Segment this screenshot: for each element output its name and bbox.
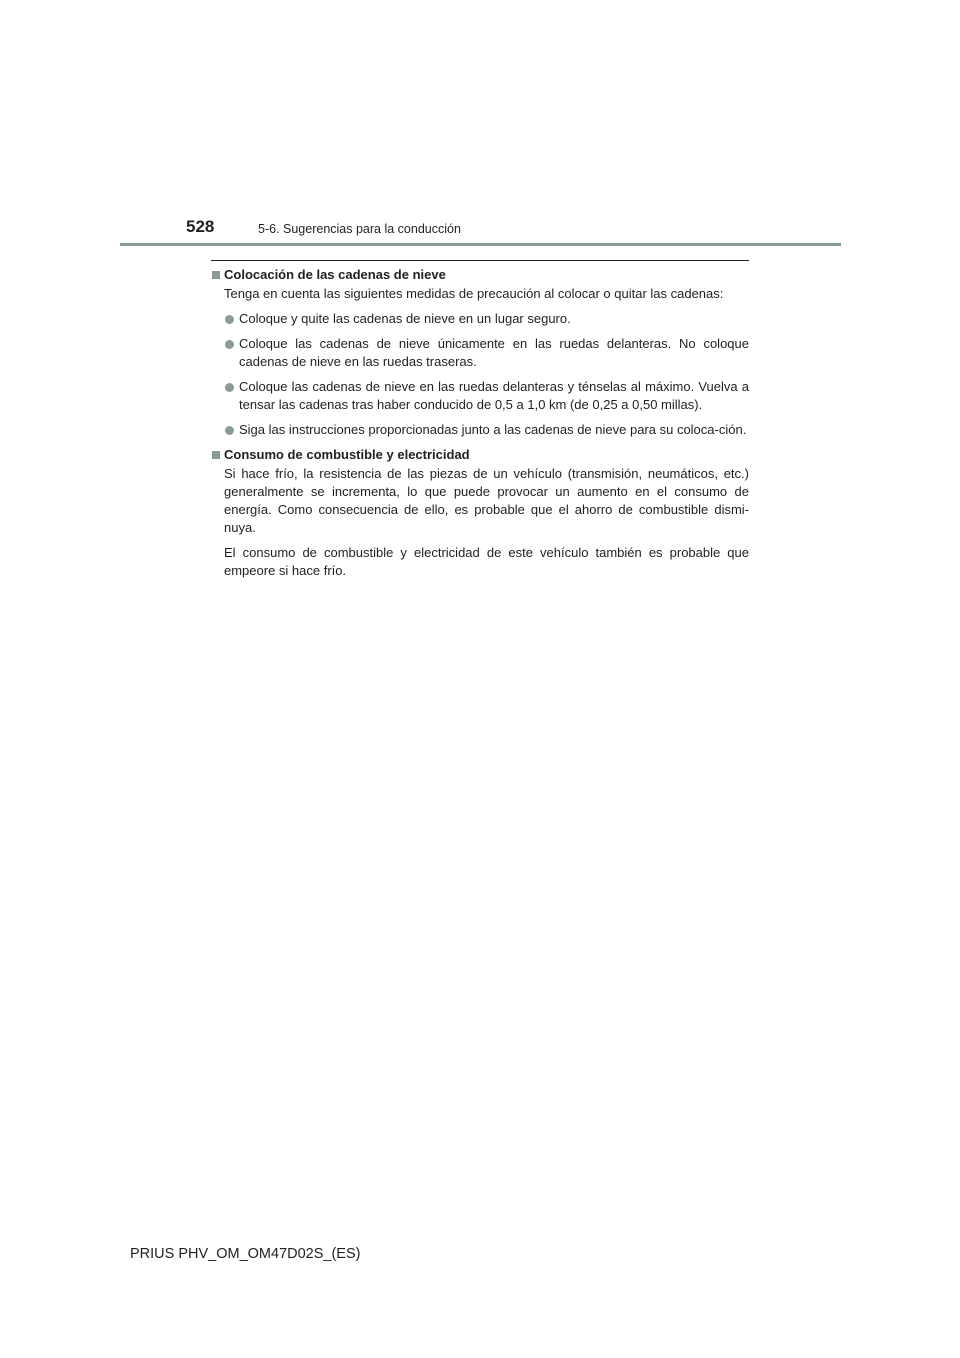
section-heading-text: Colocación de las cadenas de nieve [224,267,446,282]
header-rule [120,243,841,246]
paragraph: El consumo de combustible y electricidad de este vehículo también es probable que empeore si hace frío. [224,545,749,578]
list-item-text: Coloque las cadenas de nieve únicamente en las ruedas delanteras. No coloque cadenas de nieve en las ruedas traseras. [239,336,749,369]
bullet-list [211,310,749,439]
section-heading [211,266,749,284]
page-content [211,266,749,587]
list-item [211,310,749,328]
list-item [211,378,749,414]
circle-bullet-icon [225,426,234,435]
content-top-rule [211,260,749,261]
list-item-text: Siga las instrucciones proporcionadas junto a las cadenas de nieve para su coloca-ción. [239,422,747,437]
list-item-text: Coloque y quite las cadenas de nieve en un lugar seguro. [239,311,571,326]
page-number: 528 [186,217,215,236]
square-bullet-icon [212,451,220,459]
list-item [211,421,749,439]
paragraph: Si hace frío, la resistencia de las piezas de un vehículo (transmisión, neumáticos, etc.) generalmente se incrementa, lo que puede provocar un aumento en el consumo de energía. Como consecuencia de ello, es probable que el ahorro de combustible dismi-nuya. [224,466,749,535]
circle-bullet-icon [225,340,234,349]
section-heading [211,446,749,464]
square-bullet-icon [212,271,220,279]
list-item-text: Coloque las cadenas de nieve en las ruedas delanteras y ténselas al máximo. Vuelva a tensar las cadenas tras haber conducido de 0,5 a 1,0 km (de 0,25 a 0,50 millas). [239,379,749,412]
footer-doc-id: PRIUS PHV_OM_OM47D02S_(ES) [130,1246,361,1262]
section-heading-text: Consumo de combustible y electricidad [224,447,470,462]
list-item [211,335,749,371]
circle-bullet-icon [225,383,234,392]
circle-bullet-icon [225,315,234,324]
section-intro: Tenga en cuenta las siguientes medidas de precaución al colocar o quitar las cadenas: [224,286,724,301]
section-title: 5-6. Sugerencias para la conducción [258,222,461,236]
